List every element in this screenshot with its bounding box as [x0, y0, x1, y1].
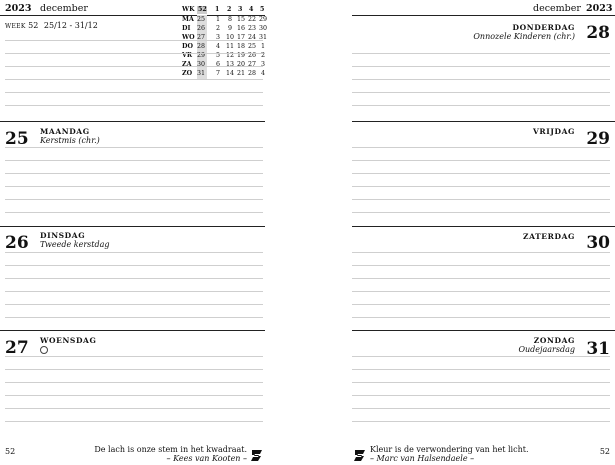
mini-calendar-date-cell: 16: [236, 25, 245, 32]
day-name: ZATERDAG: [523, 232, 575, 241]
day-separator: [0, 226, 265, 227]
writing-line: [352, 421, 610, 422]
writing-line: [352, 92, 610, 93]
writing-line: [352, 105, 610, 106]
writing-line: [352, 66, 610, 67]
month-label: december: [40, 3, 88, 14]
day-number: 28: [586, 23, 610, 43]
mini-calendar-week-cell: 29: [196, 52, 205, 59]
mini-calendar-week-cell: 31: [196, 70, 205, 77]
mini-calendar-date-cell: 11: [225, 43, 234, 50]
holiday-label: Onnozele Kinderen (chr.): [473, 32, 575, 41]
mini-calendar-date-cell: 2: [260, 52, 265, 59]
writing-line: [5, 382, 263, 383]
quote-block: [94, 445, 247, 463]
writing-line: [5, 147, 263, 148]
mini-calendar-date-cell: 5: [215, 52, 220, 59]
day-separator: [352, 226, 615, 227]
page-number: 52: [599, 447, 610, 456]
writing-line: [352, 186, 610, 187]
writing-line: [5, 212, 263, 213]
writing-line: [352, 252, 610, 253]
week-range: 25/12 - 31/12: [43, 21, 98, 30]
mini-calendar-week-cell: 30: [196, 61, 205, 68]
mini-calendar-day-label: MA: [182, 16, 194, 23]
mini-calendar-date-cell: 4: [215, 43, 220, 50]
holiday-label: Tweede kerstdag: [40, 240, 110, 249]
day-number: 30: [586, 233, 610, 253]
quote-author: – Marc van Halsendaele –: [370, 454, 475, 463]
mini-calendar-week-cell: 27: [196, 34, 205, 41]
mini-calendar-header: 3: [238, 6, 243, 13]
mini-calendar-date-cell: 4: [260, 70, 265, 77]
writing-line: [352, 160, 610, 161]
mini-calendar-date-cell: 30: [258, 25, 267, 32]
writing-line: [5, 291, 263, 292]
writing-line: [5, 317, 263, 318]
mini-calendar-date-cell: 31: [258, 34, 267, 41]
mini-calendar-date-cell: 2: [215, 25, 220, 32]
mini-calendar-date-cell: 18: [236, 43, 245, 50]
day-number: 25: [5, 129, 29, 149]
writing-line: [5, 79, 263, 80]
day-separator: [352, 121, 615, 122]
writing-line: [352, 79, 610, 80]
day-number: 27: [5, 338, 29, 358]
mini-calendar-day-label: ZA: [182, 61, 192, 68]
writing-line: [352, 278, 610, 279]
day-separator: [0, 330, 265, 331]
writing-line: [5, 278, 263, 279]
writing-line: [5, 105, 263, 106]
holiday-label: Kerstmis (chr.): [40, 136, 100, 145]
mini-calendar-date-cell: 20: [236, 61, 245, 68]
mini-calendar-day-label: VR: [182, 52, 193, 59]
mini-calendar-date-cell: 17: [236, 34, 245, 41]
mini-calendar-date-cell: 27: [247, 61, 256, 68]
writing-line: [5, 421, 263, 422]
writing-line: [352, 356, 610, 357]
mini-calendar-day-label: ZO: [182, 70, 193, 77]
day-name: VRIJDAG: [532, 127, 575, 136]
left-page: [0, 0, 290, 465]
week-info: [5, 21, 98, 30]
writing-line: [352, 369, 610, 370]
mini-calendar-header: 5: [260, 6, 265, 13]
mini-calendar-date-cell: 21: [236, 70, 245, 77]
writing-line: [5, 66, 263, 67]
holiday-label: Oudejaarsdag: [518, 345, 575, 354]
writing-line: [5, 304, 263, 305]
day-number: 29: [586, 129, 610, 149]
mini-calendar-date-cell: 9: [227, 25, 232, 32]
header-rule: [352, 15, 615, 16]
day-separator: [352, 330, 615, 331]
mini-calendar-day-label: DO: [182, 43, 193, 50]
writing-line: [5, 173, 263, 174]
writing-line: [352, 212, 610, 213]
writing-line: [5, 53, 263, 54]
writing-line: [352, 265, 610, 266]
writing-line: [5, 40, 263, 41]
day-number: 31: [586, 339, 610, 359]
mini-calendar-date-cell: 1: [215, 16, 220, 23]
writing-line: [352, 291, 610, 292]
page-number: 52: [5, 447, 16, 456]
mini-calendar-date-cell: 19: [236, 52, 245, 59]
first-quarter-moon-icon: [40, 346, 48, 354]
writing-line: [5, 92, 263, 93]
writing-line: [5, 369, 263, 370]
writing-line: [352, 408, 610, 409]
mini-calendar-week-cell: 25: [196, 16, 205, 23]
mini-calendar-date-cell: 13: [225, 61, 234, 68]
mini-calendar-header: 1: [215, 6, 220, 13]
mini-calendar-date-cell: 10: [225, 34, 234, 41]
day-name: WOENSDAG: [40, 336, 97, 345]
mini-calendar-date-cell: 1: [260, 43, 265, 50]
mini-calendar-date-cell: 8: [227, 16, 232, 23]
writing-line: [352, 317, 610, 318]
writing-line: [352, 147, 610, 148]
writing-line: [5, 199, 263, 200]
day-name: ZONDAG: [533, 336, 575, 345]
mini-calendar-date-cell: 14: [225, 70, 234, 77]
day-separator: [0, 121, 265, 122]
quote-block: [370, 445, 528, 463]
mini-calendar-week-cell: 28: [196, 43, 205, 50]
quote-author: – Kees van Kooten –: [166, 454, 247, 463]
month-label: december: [533, 3, 581, 14]
mini-calendar-day-label: WO: [182, 34, 195, 41]
week-label: week: [5, 21, 26, 30]
mini-calendar-date-cell: 15: [236, 16, 245, 23]
mini-calendar-header: 4: [249, 6, 254, 13]
mini-calendar-date-cell: 22: [247, 16, 256, 23]
writing-line: [352, 199, 610, 200]
right-page: [325, 0, 615, 465]
mini-calendar-date-cell: 25: [247, 43, 256, 50]
day-name: DINSDAG: [40, 231, 86, 240]
publisher-logo-icon: [353, 449, 366, 462]
mini-calendar-week-cell: 26: [196, 25, 205, 32]
writing-line: [352, 382, 610, 383]
mini-calendar-date-cell: 6: [215, 61, 220, 68]
quote-text: De lach is onze stem in het kwadraat.: [94, 445, 247, 454]
mini-calendar-date-cell: 12: [225, 52, 234, 59]
mini-calendar-date-cell: 29: [258, 16, 267, 23]
writing-line: [5, 395, 263, 396]
writing-line: [5, 252, 263, 253]
writing-line: [5, 408, 263, 409]
writing-line: [5, 356, 263, 357]
writing-line: [352, 304, 610, 305]
year-label: 2023: [5, 3, 32, 14]
mini-calendar-header: 2: [227, 6, 232, 13]
year-label: 2023: [586, 3, 613, 14]
mini-calendar-day-label: DI: [182, 25, 191, 32]
writing-line: [352, 53, 610, 54]
day-name: MAANDAG: [40, 127, 90, 136]
writing-line: [5, 186, 263, 187]
day-name: DONDERDAG: [512, 23, 575, 32]
week-number: 52: [28, 21, 39, 30]
quote-text: Kleur is de verwondering van het licht.: [370, 445, 529, 454]
mini-calendar-date-cell: 23: [247, 25, 256, 32]
mini-calendar-header: WK: [182, 6, 195, 13]
mini-calendar-date-cell: 28: [247, 70, 256, 77]
writing-line: [352, 173, 610, 174]
mini-calendar-date-cell: 7: [215, 70, 220, 77]
mini-calendar-date-cell: 3: [215, 34, 220, 41]
mini-calendar-date-cell: 26: [247, 52, 256, 59]
publisher-logo-icon: [250, 449, 263, 462]
writing-line: [5, 265, 263, 266]
mini-calendar-date-cell: 3: [260, 61, 265, 68]
writing-line: [352, 395, 610, 396]
writing-line: [5, 160, 263, 161]
day-number: 26: [5, 233, 29, 253]
mini-calendar-header: 52: [198, 6, 207, 13]
mini-calendar-date-cell: 24: [247, 34, 256, 41]
